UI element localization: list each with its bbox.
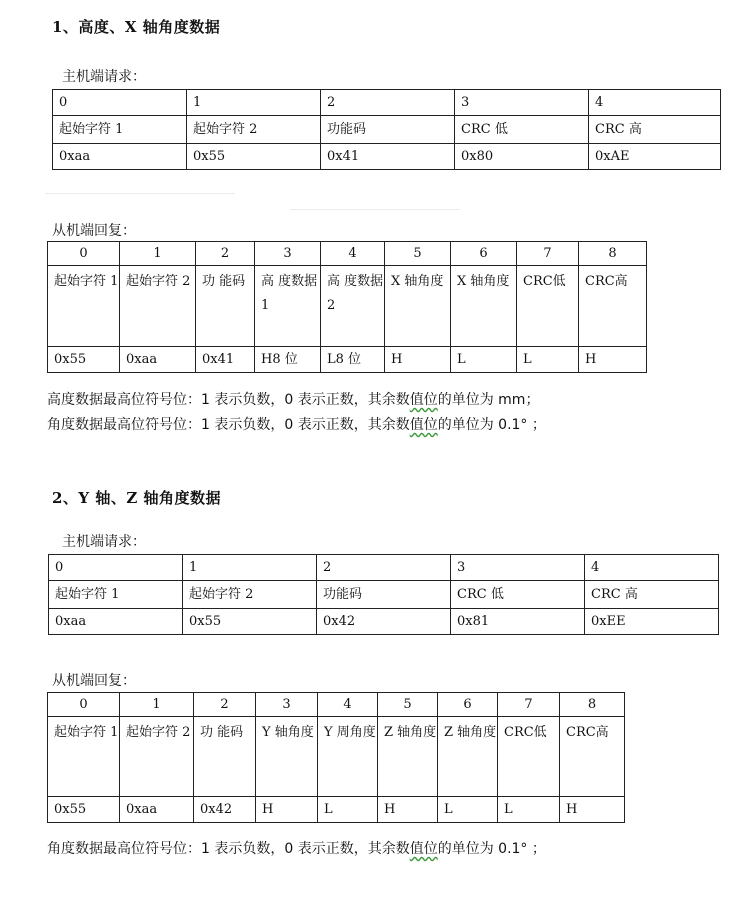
table-cell: 4 [321, 242, 385, 266]
table-cell: CRC 高 [589, 116, 721, 144]
table-cell: 0xaa [120, 797, 194, 823]
table-cell: 0x81 [451, 609, 585, 635]
table-cell: 起始字符 2 [183, 581, 317, 609]
table-cell: L [438, 797, 498, 823]
table-cell: 起始字符 1 [48, 717, 120, 797]
table-cell: 2 [194, 693, 256, 717]
table-cell: 1 [187, 90, 321, 116]
section2-reply-label: 从机端回复： [52, 673, 136, 689]
note-text: 高度数据最高位符号位：1 表示负数，0 表示正数，其余数 [47, 392, 410, 408]
note-text: 角度数据最高位符号位：1 表示负数，0 表示正数，其余数 [47, 417, 410, 433]
table-cell: 0xEE [585, 609, 719, 635]
table-cell: 功 能码 [194, 717, 256, 797]
table-cell: 起始字符 2 [120, 266, 196, 347]
table-cell: 功能码 [317, 581, 451, 609]
table-cell: 起始字符 1 [48, 266, 120, 347]
section1-note-angle-unit [47, 414, 546, 434]
table-row [48, 797, 625, 823]
table-cell: 0x55 [48, 797, 120, 823]
table-cell: 3 [255, 242, 321, 266]
table-cell: 8 [560, 693, 625, 717]
section1-request-table [52, 89, 721, 170]
table-cell: CRC高 [579, 266, 647, 347]
table-cell: L [451, 347, 517, 373]
table-cell: 0xAE [589, 144, 721, 170]
table-cell: 功能码 [321, 116, 455, 144]
table-cell: 2 [321, 90, 455, 116]
table-cell: 0 [53, 90, 187, 116]
table-cell: 0 [49, 555, 183, 581]
table-cell: H8 位 [255, 347, 321, 373]
table-cell: 0xaa [49, 609, 183, 635]
table-cell: 起始字符 1 [53, 116, 187, 144]
table-cell: 0x55 [187, 144, 321, 170]
table-cell: 2 [317, 555, 451, 581]
table-row [48, 347, 647, 373]
table-cell: 高 度数据 1 [255, 266, 321, 347]
table-cell: 7 [498, 693, 560, 717]
table-row [49, 555, 719, 581]
section1-heading: 1、高度、X 轴角度数据 [52, 18, 221, 36]
table-cell: H [385, 347, 451, 373]
table-cell: 0x55 [48, 347, 120, 373]
table-cell: Z 轴角度 [438, 717, 498, 797]
divider [290, 209, 460, 210]
table-cell: 1 [183, 555, 317, 581]
table-row [53, 90, 721, 116]
note-text: 的单位为 0.1° ； [437, 417, 546, 433]
table-cell: 3 [455, 90, 589, 116]
table-cell: 0xaa [120, 347, 196, 373]
note-text: 的单位为 0.1° ； [437, 841, 546, 857]
table-cell: L8 位 [321, 347, 385, 373]
table-cell: CRC高 [560, 717, 625, 797]
table-cell: 0x41 [321, 144, 455, 170]
divider [45, 193, 235, 194]
table-cell: X 轴角度 [451, 266, 517, 347]
table-row [48, 693, 625, 717]
note-underlined-text: 值位 [409, 417, 438, 433]
table-row [53, 144, 721, 170]
table-cell: CRC低 [498, 717, 560, 797]
section2-request-label: 主机端请求： [62, 534, 146, 550]
table-cell: 高 度数据 2 [321, 266, 385, 347]
note-text: 角度数据最高位符号位：1 表示负数，0 表示正数，其余数 [47, 841, 410, 857]
table-cell: L [318, 797, 378, 823]
table-cell: 0x42 [194, 797, 256, 823]
table-cell: 5 [378, 693, 438, 717]
table-cell: 0x41 [196, 347, 255, 373]
table-cell: 0 [48, 693, 120, 717]
table-cell: 1 [120, 242, 196, 266]
table-cell: 6 [438, 693, 498, 717]
table-cell: 功 能码 [196, 266, 255, 347]
table-cell: 4 [585, 555, 719, 581]
table-cell: 0xaa [53, 144, 187, 170]
section1-request-label: 主机端请求： [62, 69, 146, 85]
table-cell: H [256, 797, 318, 823]
table-cell: 起始字符 2 [120, 717, 194, 797]
table-cell: Y 周角度 [318, 717, 378, 797]
section2-heading: 2、Y 轴、Z 轴角度数据 [52, 489, 222, 507]
table-cell: 0x55 [183, 609, 317, 635]
section2-reply-table [47, 692, 625, 823]
table-row [48, 242, 647, 266]
note-text: 的单位为 mm； [437, 392, 540, 408]
note-underlined-text: 值位 [409, 392, 438, 408]
section2-request-table [48, 554, 719, 635]
table-cell: H [560, 797, 625, 823]
table-cell: L [498, 797, 560, 823]
table-cell: X 轴角度 [385, 266, 451, 347]
table-cell: 5 [385, 242, 451, 266]
table-cell: 0x80 [455, 144, 589, 170]
table-cell: 1 [120, 693, 194, 717]
table-cell: CRC 高 [585, 581, 719, 609]
table-cell: H [579, 347, 647, 373]
section2-note-angle-unit [47, 838, 546, 858]
table-cell: 0x42 [317, 609, 451, 635]
table-cell: CRC低 [517, 266, 579, 347]
table-cell: Z 轴角度 [378, 717, 438, 797]
table-cell: Y 轴角度 [256, 717, 318, 797]
note-underlined-text: 值位 [409, 841, 438, 857]
section1-reply-label: 从机端回复： [52, 223, 136, 239]
table-cell: 8 [579, 242, 647, 266]
table-cell: 0 [48, 242, 120, 266]
table-row [53, 116, 721, 144]
section1-reply-table [47, 241, 647, 373]
table-cell: 起始字符 2 [187, 116, 321, 144]
table-row [48, 266, 647, 347]
table-cell: 3 [256, 693, 318, 717]
table-cell: L [517, 347, 579, 373]
table-cell: CRC 低 [455, 116, 589, 144]
table-row [49, 609, 719, 635]
table-cell: 4 [589, 90, 721, 116]
table-cell: 2 [196, 242, 255, 266]
table-cell: 4 [318, 693, 378, 717]
table-cell: 起始字符 1 [49, 581, 183, 609]
table-cell: CRC 低 [451, 581, 585, 609]
section1-note-height-unit [47, 389, 539, 409]
table-cell: H [378, 797, 438, 823]
table-cell: 6 [451, 242, 517, 266]
table-cell: 7 [517, 242, 579, 266]
table-row [48, 717, 625, 797]
table-cell: 3 [451, 555, 585, 581]
table-row [49, 581, 719, 609]
